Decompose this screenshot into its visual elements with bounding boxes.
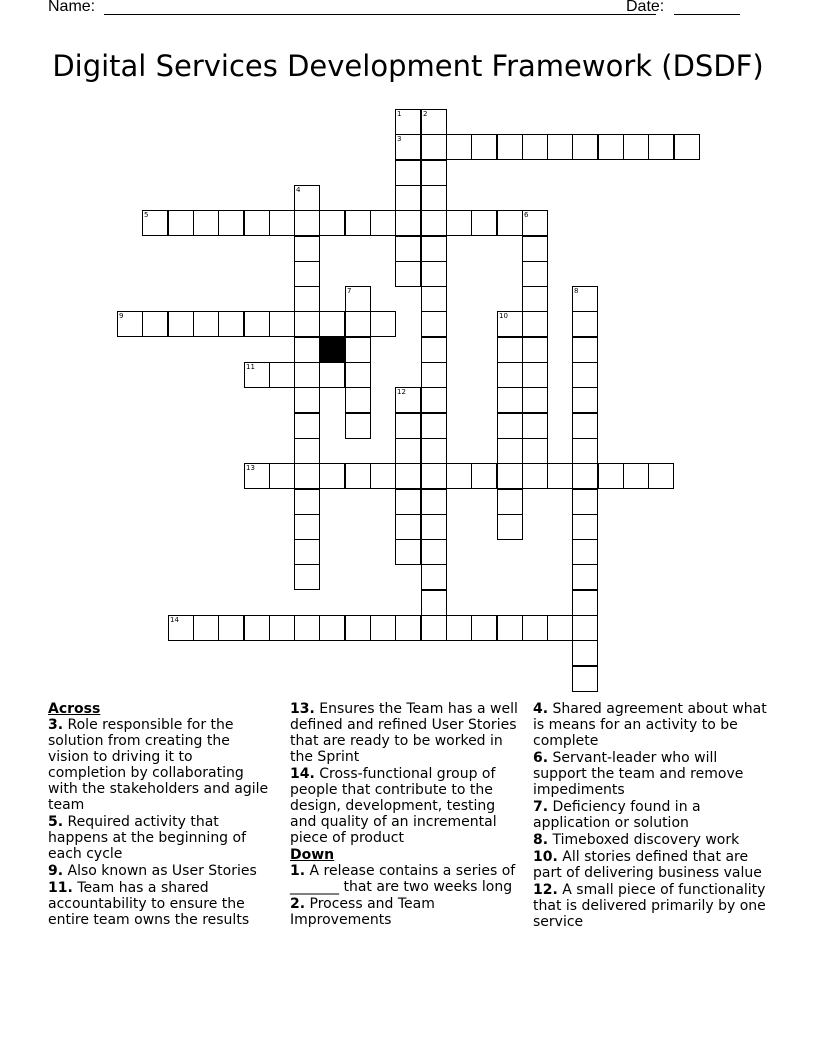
- clue-across-14: 14. Cross-functional group of people that contribute to the design, development, testing and quality of an incremental piece of product: [290, 766, 497, 846]
- clue-down-6: 6. Servant-leader who will support the team and remove impediments: [533, 750, 744, 798]
- grid-cell[interactable]: [395, 463, 421, 489]
- grid-cell[interactable]: [522, 615, 548, 641]
- grid-cell[interactable]: [421, 514, 447, 540]
- grid-cell[interactable]: [572, 134, 598, 160]
- grid-cell[interactable]: [572, 438, 598, 464]
- grid-cell[interactable]: [244, 615, 270, 641]
- grid-cell[interactable]: [471, 463, 497, 489]
- grid-cell[interactable]: [572, 666, 598, 692]
- grid-cell[interactable]: [244, 311, 270, 337]
- grid-cell[interactable]: [244, 362, 270, 388]
- grid-cell[interactable]: [395, 387, 421, 413]
- grid-cell[interactable]: [395, 160, 421, 186]
- grid-cell[interactable]: [319, 615, 345, 641]
- grid-cell[interactable]: [294, 539, 320, 565]
- grid-cell[interactable]: [269, 615, 295, 641]
- grid-cell[interactable]: [218, 210, 244, 236]
- grid-cell[interactable]: [572, 539, 598, 565]
- grid-cell[interactable]: [623, 463, 649, 489]
- across-heading: Across: [48, 701, 101, 717]
- grid-cell[interactable]: [370, 210, 396, 236]
- date-label: Date:: [626, 0, 665, 15]
- grid-cell[interactable]: [497, 514, 523, 540]
- grid-cell[interactable]: [572, 590, 598, 616]
- clues-column-2: [290, 701, 520, 929]
- grid-cell[interactable]: [345, 337, 371, 363]
- blocked-cell: [319, 337, 345, 363]
- grid-cell[interactable]: [395, 185, 421, 211]
- grid-cell[interactable]: [471, 134, 497, 160]
- grid-cell[interactable]: [294, 185, 320, 211]
- grid-cell[interactable]: [395, 514, 421, 540]
- grid-cell[interactable]: [168, 615, 194, 641]
- grid-cell[interactable]: [370, 463, 396, 489]
- clue-across-13: 13. Ensures the Team has a well defined and refined User Stories that are ready to be worked in the Sprint: [290, 701, 518, 765]
- grid-cell[interactable]: [319, 362, 345, 388]
- clue-number-10: 10: [499, 312, 508, 320]
- grid-cell[interactable]: [294, 387, 320, 413]
- grid-cell[interactable]: [421, 489, 447, 515]
- clue-across-11: 11. Team has a shared accountability to ensure the entire team owns the results: [48, 880, 250, 928]
- grid-cell[interactable]: [319, 463, 345, 489]
- grid-cell[interactable]: [421, 362, 447, 388]
- grid-cell[interactable]: [395, 438, 421, 464]
- grid-cell[interactable]: [598, 463, 624, 489]
- grid-cell[interactable]: [269, 210, 295, 236]
- grid-cell[interactable]: [345, 311, 371, 337]
- clue-number-6: 6: [524, 211, 529, 219]
- grid-cell[interactable]: [522, 337, 548, 363]
- grid-cell[interactable]: [471, 615, 497, 641]
- grid-cell[interactable]: [421, 539, 447, 565]
- grid-cell[interactable]: [446, 134, 472, 160]
- grid-cell[interactable]: [522, 236, 548, 262]
- clue-number-11: 11: [246, 363, 255, 371]
- grid-cell[interactable]: [471, 210, 497, 236]
- clue-down-2: 2. Process and Team Improvements: [290, 896, 435, 928]
- grid-cell[interactable]: [294, 489, 320, 515]
- grid-cell[interactable]: [345, 463, 371, 489]
- grid-cell[interactable]: [345, 615, 371, 641]
- grid-cell[interactable]: [370, 311, 396, 337]
- grid-cell[interactable]: [522, 438, 548, 464]
- grid-cell[interactable]: [370, 615, 396, 641]
- grid-cell[interactable]: [572, 362, 598, 388]
- grid-cell[interactable]: [294, 261, 320, 287]
- grid-cell[interactable]: [395, 539, 421, 565]
- clue-number-14: 14: [170, 616, 179, 624]
- grid-cell[interactable]: [497, 210, 523, 236]
- grid-cell[interactable]: [294, 564, 320, 590]
- grid-cell[interactable]: [572, 640, 598, 666]
- grid-cell[interactable]: [345, 387, 371, 413]
- grid-cell[interactable]: [421, 134, 447, 160]
- grid-cell[interactable]: [117, 311, 143, 337]
- grid-cell[interactable]: [497, 311, 523, 337]
- grid-cell[interactable]: [269, 463, 295, 489]
- grid-cell[interactable]: [547, 134, 573, 160]
- page-title: Digital Services Development Framework (DSDF): [52, 49, 764, 83]
- grid-cell[interactable]: [446, 210, 472, 236]
- grid-cell[interactable]: [572, 514, 598, 540]
- grid-cell[interactable]: [218, 615, 244, 641]
- grid-cell[interactable]: [572, 489, 598, 515]
- grid-cell[interactable]: [421, 185, 447, 211]
- clue-across-3: 3. Role responsible for the solution from creating the vision to driving it to completion by collaborating with the stakeholders and agile team: [48, 717, 269, 813]
- clue-down-8: 8. Timeboxed discovery work: [533, 832, 740, 848]
- clue-number-5: 5: [144, 211, 149, 219]
- grid-cell[interactable]: [497, 615, 523, 641]
- grid-cell[interactable]: [395, 134, 421, 160]
- grid-cell[interactable]: [522, 362, 548, 388]
- grid-cell[interactable]: [446, 615, 472, 641]
- grid-cell[interactable]: [395, 261, 421, 287]
- grid-cell[interactable]: [244, 463, 270, 489]
- grid-cell[interactable]: [168, 311, 194, 337]
- grid-cell[interactable]: [572, 413, 598, 439]
- grid-cell[interactable]: [244, 210, 270, 236]
- grid-cell[interactable]: [522, 387, 548, 413]
- clue-number-12: 12: [397, 388, 406, 396]
- grid-cell[interactable]: [572, 564, 598, 590]
- grid-cell[interactable]: [522, 311, 548, 337]
- grid-cell[interactable]: [294, 337, 320, 363]
- grid-cell[interactable]: [497, 387, 523, 413]
- grid-cell[interactable]: [294, 236, 320, 262]
- grid-cell[interactable]: [572, 463, 598, 489]
- grid-cell[interactable]: [421, 210, 447, 236]
- grid-cell[interactable]: [294, 438, 320, 464]
- clue-across-5: 5. Required activity that happens at the beginning of each cycle: [48, 814, 247, 862]
- grid-cell[interactable]: [572, 615, 598, 641]
- grid-cell[interactable]: [497, 413, 523, 439]
- grid-cell[interactable]: [294, 463, 320, 489]
- grid-cell[interactable]: [294, 286, 320, 312]
- grid-cell[interactable]: [345, 210, 371, 236]
- grid-cell[interactable]: [522, 134, 548, 160]
- grid-cell[interactable]: [497, 362, 523, 388]
- grid-cell[interactable]: [522, 261, 548, 287]
- grid-cell[interactable]: [547, 463, 573, 489]
- grid-cell[interactable]: [522, 463, 548, 489]
- grid-cell[interactable]: [648, 134, 674, 160]
- down-heading: Down: [290, 847, 335, 863]
- grid-cell[interactable]: [294, 413, 320, 439]
- grid-cell[interactable]: [572, 387, 598, 413]
- grid-cell[interactable]: [395, 615, 421, 641]
- clues-column-1: [48, 701, 273, 929]
- grid-cell[interactable]: [294, 514, 320, 540]
- grid-cell[interactable]: [168, 210, 194, 236]
- clue-down-4: 4. Shared agreement about what is means for an activity to be complete: [533, 701, 767, 749]
- grid-cell[interactable]: [421, 337, 447, 363]
- clues-column-3: [533, 701, 771, 931]
- clue-down-7: 7. Deficiency found in a application or solution: [533, 799, 701, 831]
- name-label: Name:: [48, 0, 96, 15]
- grid-cell[interactable]: [421, 261, 447, 287]
- grid-cell[interactable]: [421, 160, 447, 186]
- grid-cell[interactable]: [142, 210, 168, 236]
- grid-cell[interactable]: [623, 134, 649, 160]
- grid-cell[interactable]: [572, 337, 598, 363]
- grid-cell[interactable]: [572, 286, 598, 312]
- grid-cell[interactable]: [193, 210, 219, 236]
- clue-down-10: 10. All stories defined that are part of delivering business value: [533, 849, 762, 881]
- grid-cell[interactable]: [446, 463, 472, 489]
- grid-cell[interactable]: [522, 413, 548, 439]
- grid-cell[interactable]: [269, 362, 295, 388]
- grid-cell[interactable]: [395, 109, 421, 135]
- grid-cell[interactable]: [674, 134, 700, 160]
- grid-cell[interactable]: [218, 311, 244, 337]
- grid-cell[interactable]: [395, 489, 421, 515]
- clue-number-2: 2: [423, 110, 428, 118]
- clue-down-1: 1. A release contains a series of _______ that are two weeks long: [290, 863, 516, 895]
- grid-cell[interactable]: [421, 615, 447, 641]
- grid-cell[interactable]: [294, 311, 320, 337]
- grid-cell[interactable]: [421, 564, 447, 590]
- grid-cell[interactable]: [497, 337, 523, 363]
- grid-cell[interactable]: [497, 463, 523, 489]
- grid-cell[interactable]: [319, 311, 345, 337]
- grid-cell[interactable]: [421, 590, 447, 616]
- clue-number-9: 9: [119, 312, 124, 320]
- clue-number-3: 3: [397, 135, 402, 143]
- grid-cell[interactable]: [421, 463, 447, 489]
- grid-cell[interactable]: [421, 109, 447, 135]
- grid-cell[interactable]: [345, 286, 371, 312]
- grid-cell[interactable]: [497, 438, 523, 464]
- grid-cell[interactable]: [193, 311, 219, 337]
- clue-number-7: 7: [347, 287, 352, 295]
- grid-cell[interactable]: [294, 362, 320, 388]
- grid-cell[interactable]: [395, 210, 421, 236]
- grid-cell[interactable]: [497, 134, 523, 160]
- grid-cell[interactable]: [572, 311, 598, 337]
- grid-cell[interactable]: [345, 362, 371, 388]
- grid-cell[interactable]: [294, 210, 320, 236]
- clue-down-12: 12. A small piece of functionality that is delivered primarily by one service: [533, 882, 766, 930]
- grid-cell[interactable]: [421, 286, 447, 312]
- grid-cell[interactable]: [421, 311, 447, 337]
- grid-cell[interactable]: [395, 236, 421, 262]
- grid-cell[interactable]: [648, 463, 674, 489]
- clue-number-4: 4: [296, 186, 301, 194]
- grid-cell[interactable]: [193, 615, 219, 641]
- clue-number-13: 13: [246, 464, 255, 472]
- grid-cell[interactable]: [522, 210, 548, 236]
- grid-cell[interactable]: [421, 438, 447, 464]
- grid-cell[interactable]: [345, 413, 371, 439]
- grid-cell[interactable]: [421, 236, 447, 262]
- grid-cell[interactable]: [142, 311, 168, 337]
- clue-number-8: 8: [574, 287, 579, 295]
- grid-cell[interactable]: [421, 413, 447, 439]
- grid-cell[interactable]: [319, 210, 345, 236]
- grid-cell[interactable]: [421, 387, 447, 413]
- grid-cell[interactable]: [395, 413, 421, 439]
- grid-cell[interactable]: [522, 286, 548, 312]
- grid-cell[interactable]: [598, 134, 624, 160]
- clue-across-9: 9. Also known as User Stories: [48, 863, 257, 879]
- grid-cell[interactable]: [497, 489, 523, 515]
- grid-cell[interactable]: [294, 615, 320, 641]
- grid-cell[interactable]: [547, 615, 573, 641]
- grid-cell[interactable]: [269, 311, 295, 337]
- clue-number-1: 1: [397, 110, 402, 118]
